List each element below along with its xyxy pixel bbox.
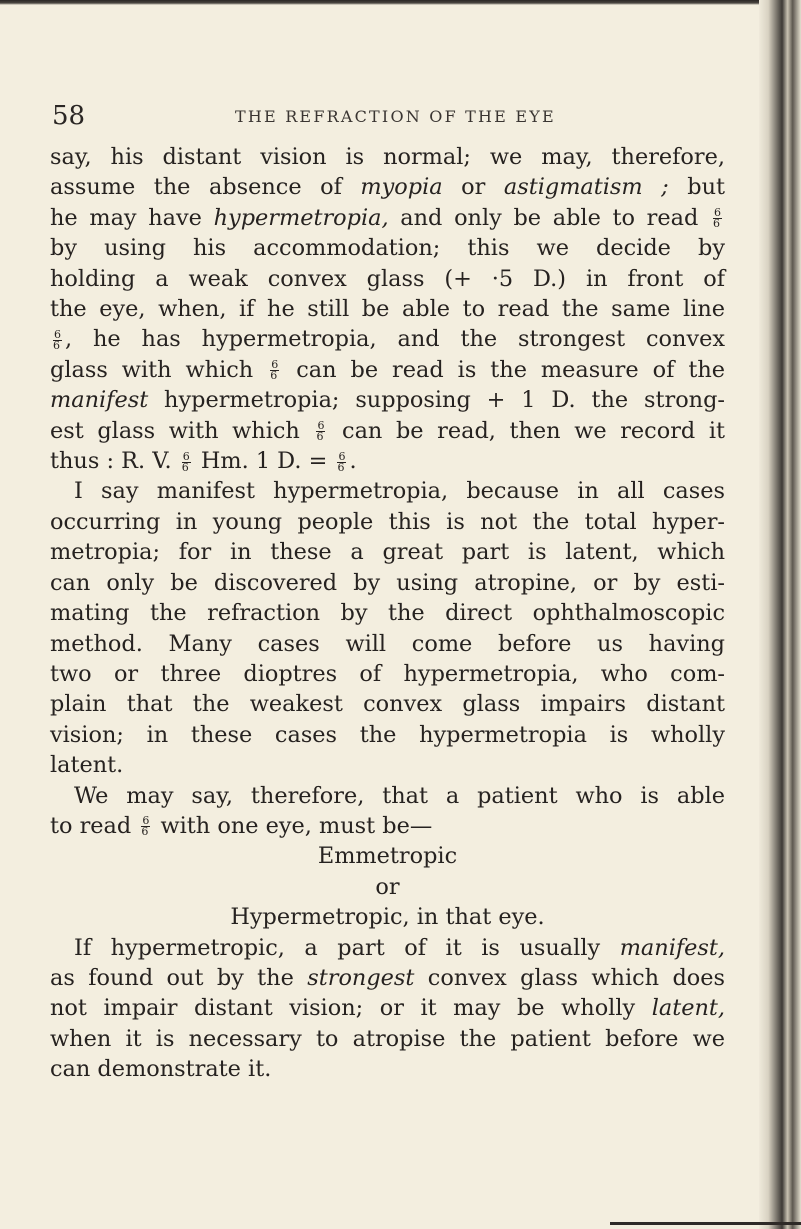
text-line: metropia; for in these a great part is latent, which [50, 539, 725, 566]
text-line: Emmetropic [317, 843, 458, 870]
text-line: say, his distant vision is normal; we may, therefore, [50, 144, 725, 170]
fraction-six-sixths: $\frac{6}{6}$ [316, 419, 325, 444]
binding-edge-shadow [759, 0, 801, 1229]
text-line: plain that the weakest convex glass impairs distant [50, 691, 725, 718]
text-line: occurring in young people this is not the total hyper- [50, 508, 725, 535]
bottom-page-edge [610, 1222, 801, 1225]
fraction-six-sixths: $\frac{6}{6}$ [713, 206, 721, 231]
italic-term: manifest, [619, 934, 725, 961]
page-number: 58 [52, 101, 86, 131]
text-line: glass with which $\frac{6}{6}$ can be read is the measure of the [50, 356, 726, 383]
fraction-six-sixths: $\frac{6}{6}$ [141, 814, 150, 839]
text-line: assume the absence of myopia or astigmatism ; but [50, 174, 725, 201]
text-line: est glass with which $\frac{6}{6}$ can be read, then we record it [50, 417, 725, 444]
text-line: thus : R. V. $\frac{6}{6}$ Hm. 1 D. = $\frac{6}{6}$ . [50, 448, 357, 475]
top-page-edge [0, 0, 801, 5]
text-line: he may have hypermetropia, and only be able to read $\frac{6}{6}$ [50, 204, 721, 231]
running-title: THE REFRACTION OF THE EYE [235, 107, 556, 126]
text-line: by using his accommodation; this we decide by [50, 235, 725, 262]
fraction-six-sixths: $\frac{6}{6}$ [270, 358, 279, 383]
text-line: two or three dioptres of hypermetropia, who com- [50, 660, 725, 687]
italic-term: myopia [360, 174, 443, 201]
text-line: the eye, when, if he still be able to read the same line [50, 296, 725, 323]
text-line: manifest hypermetropia; supposing + 1 D. the strong- [50, 387, 725, 414]
text-line: can demonstrate it. [50, 1056, 272, 1083]
italic-term: strongest [307, 964, 415, 991]
text-line: as found out by the strongest convex glass which does [50, 964, 726, 991]
text-line: $\frac{6}{6}$ , he has hypermetropia, and the strongest convex [53, 326, 725, 353]
italic-term: hypermetropia, [213, 204, 389, 231]
text-line: If hypermetropic, a part of it is usually manifest, [74, 934, 725, 961]
text-line: holding a weak convex glass (+ ·5 D.) in front of [50, 265, 725, 292]
text-line: I say manifest hypermetropia, because in all cases [74, 478, 725, 505]
text-line: We may say, therefore, that a patient who is able [74, 782, 725, 809]
text-line: latent. [50, 752, 124, 779]
italic-term: manifest [50, 387, 149, 414]
text-line: method. Many cases will come before us having [50, 630, 725, 657]
fraction-six-sixths: $\frac{6}{6}$ [53, 327, 61, 352]
text-line: can only be discovered by using atropine, or by esti- [50, 569, 725, 596]
body-text [50, 142, 725, 1085]
fraction-six-sixths: $\frac{6}{6}$ [337, 449, 346, 474]
fraction-six-sixths: $\frac{6}{6}$ [181, 449, 190, 474]
italic-term: latent, [651, 995, 725, 1022]
text-line: to read $\frac{6}{6}$ with one eye, must be— [50, 812, 433, 839]
text-line: or [375, 873, 400, 900]
text-line: mating the refraction by the direct ophthalmoscopic [50, 600, 725, 627]
text-line: Hypermetropic, in that eye. [230, 904, 545, 931]
italic-term: astigmatism ; [503, 174, 669, 201]
text-line: not impair distant vision; or it may be wholly latent, [50, 995, 725, 1022]
text-line: vision; in these cases the hypermetropia is wholly [50, 721, 725, 748]
text-line: when it is necessary to atropise the patient before we [50, 1025, 725, 1052]
